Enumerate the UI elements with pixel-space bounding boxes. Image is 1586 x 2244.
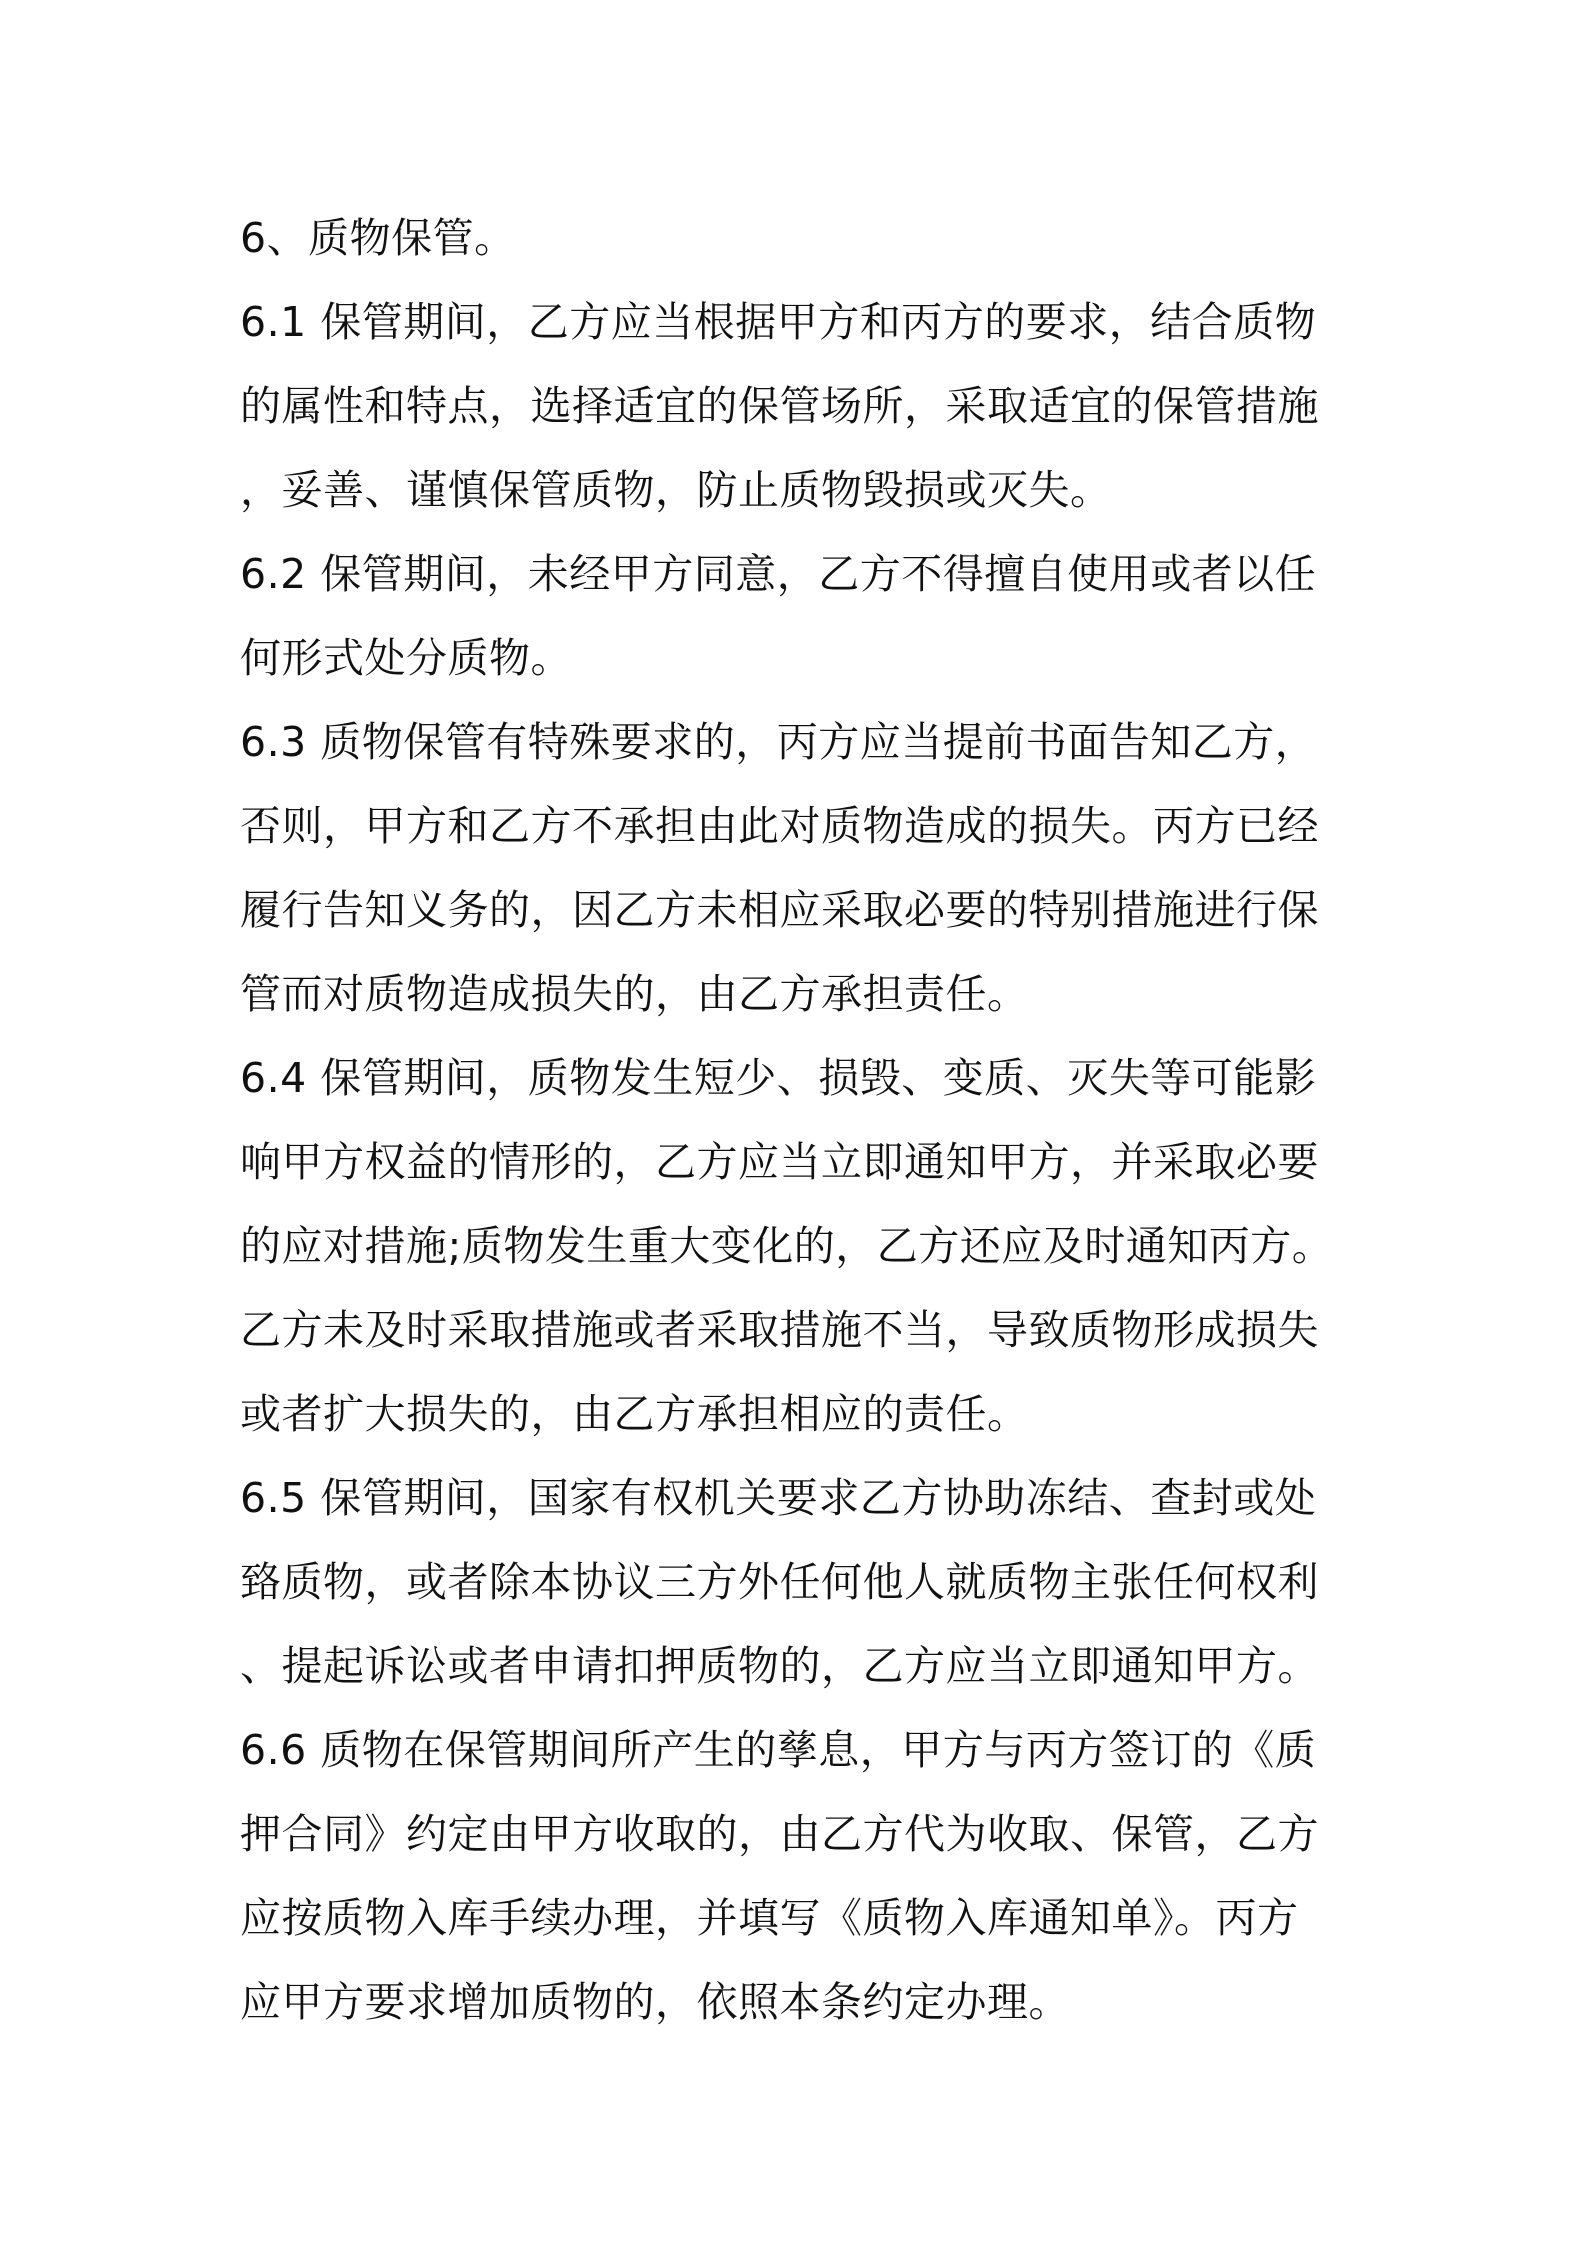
clause-6-5-line-3: 、提起诉讼或者申请扣押质物的，乙方应当立即通知甲方。 [240, 1642, 1319, 1690]
section-heading: 6、质物保管。 [240, 214, 516, 262]
clause-6-3-line-2: 否则，甲方和乙方不承担由此对质物造成的损失。丙方已经 [240, 802, 1319, 850]
clause-6-1-line-1: 6.1 保管期间，乙方应当根据甲方和丙方的要求，结合质物 [240, 298, 1317, 346]
clause-6-6-line-3: 应按质物入库手续办理，并填写《质物入库通知单》。丙方 [240, 1894, 1299, 1942]
clause-6-6-line-1: 6.6 质物在保管期间所产生的孳息，甲方与丙方签订的《质 [240, 1726, 1317, 1774]
clause-6-4-line-5: 或者扩大损失的，由乙方承担相应的责任。 [240, 1390, 1029, 1438]
clause-6-6-line-2: 押合同》约定由甲方收取的，由乙方代为收取、保管，乙方 [240, 1810, 1319, 1858]
clause-6-5-line-1: 6.5 保管期间，国家有权机关要求乙方协助冻结、查封或处 [240, 1474, 1317, 1522]
clause-6-3-line-1: 6.3 质物保管有特殊要求的，丙方应当提前书面告知乙方， [240, 718, 1317, 766]
document-body [240, 196, 1350, 2044]
clause-6-4-line-1: 6.4 保管期间，质物发生短少、损毁、变质、灭失等可能影 [240, 1054, 1317, 1102]
clause-6-5-line-2: 臵质物，或者除本协议三方外任何他人就质物主张任何权利 [240, 1558, 1319, 1606]
clause-6-2-line-2: 何形式处分质物。 [240, 634, 572, 682]
clause-6-4-line-4: 乙方未及时采取措施或者采取措施不当，导致质物形成损失 [240, 1306, 1319, 1354]
clause-6-1-line-3: ，妥善、谨慎保管质物，防止质物毁损或灭失。 [240, 466, 1112, 514]
clause-6-4-line-3: 的应对措施;质物发生重大变化的，乙方还应及时通知丙方。 [240, 1222, 1334, 1270]
clause-6-3-line-4: 管而对质物造成损失的，由乙方承担责任。 [240, 970, 1029, 1018]
clause-6-2-line-1: 6.2 保管期间，未经甲方同意，乙方不得擅自使用或者以任 [240, 550, 1317, 598]
clause-6-6-line-4: 应甲方要求增加质物的，依照本条约定办理。 [240, 1978, 1070, 2026]
clause-6-3-line-3: 履行告知义务的，因乙方未相应采取必要的特别措施进行保 [240, 886, 1319, 934]
clause-6-1-line-2: 的属性和特点，选择适宜的保管场所，采取适宜的保管措施 [240, 382, 1319, 430]
clause-6-4-line-2: 响甲方权益的情形的，乙方应当立即通知甲方，并采取必要 [240, 1138, 1319, 1186]
